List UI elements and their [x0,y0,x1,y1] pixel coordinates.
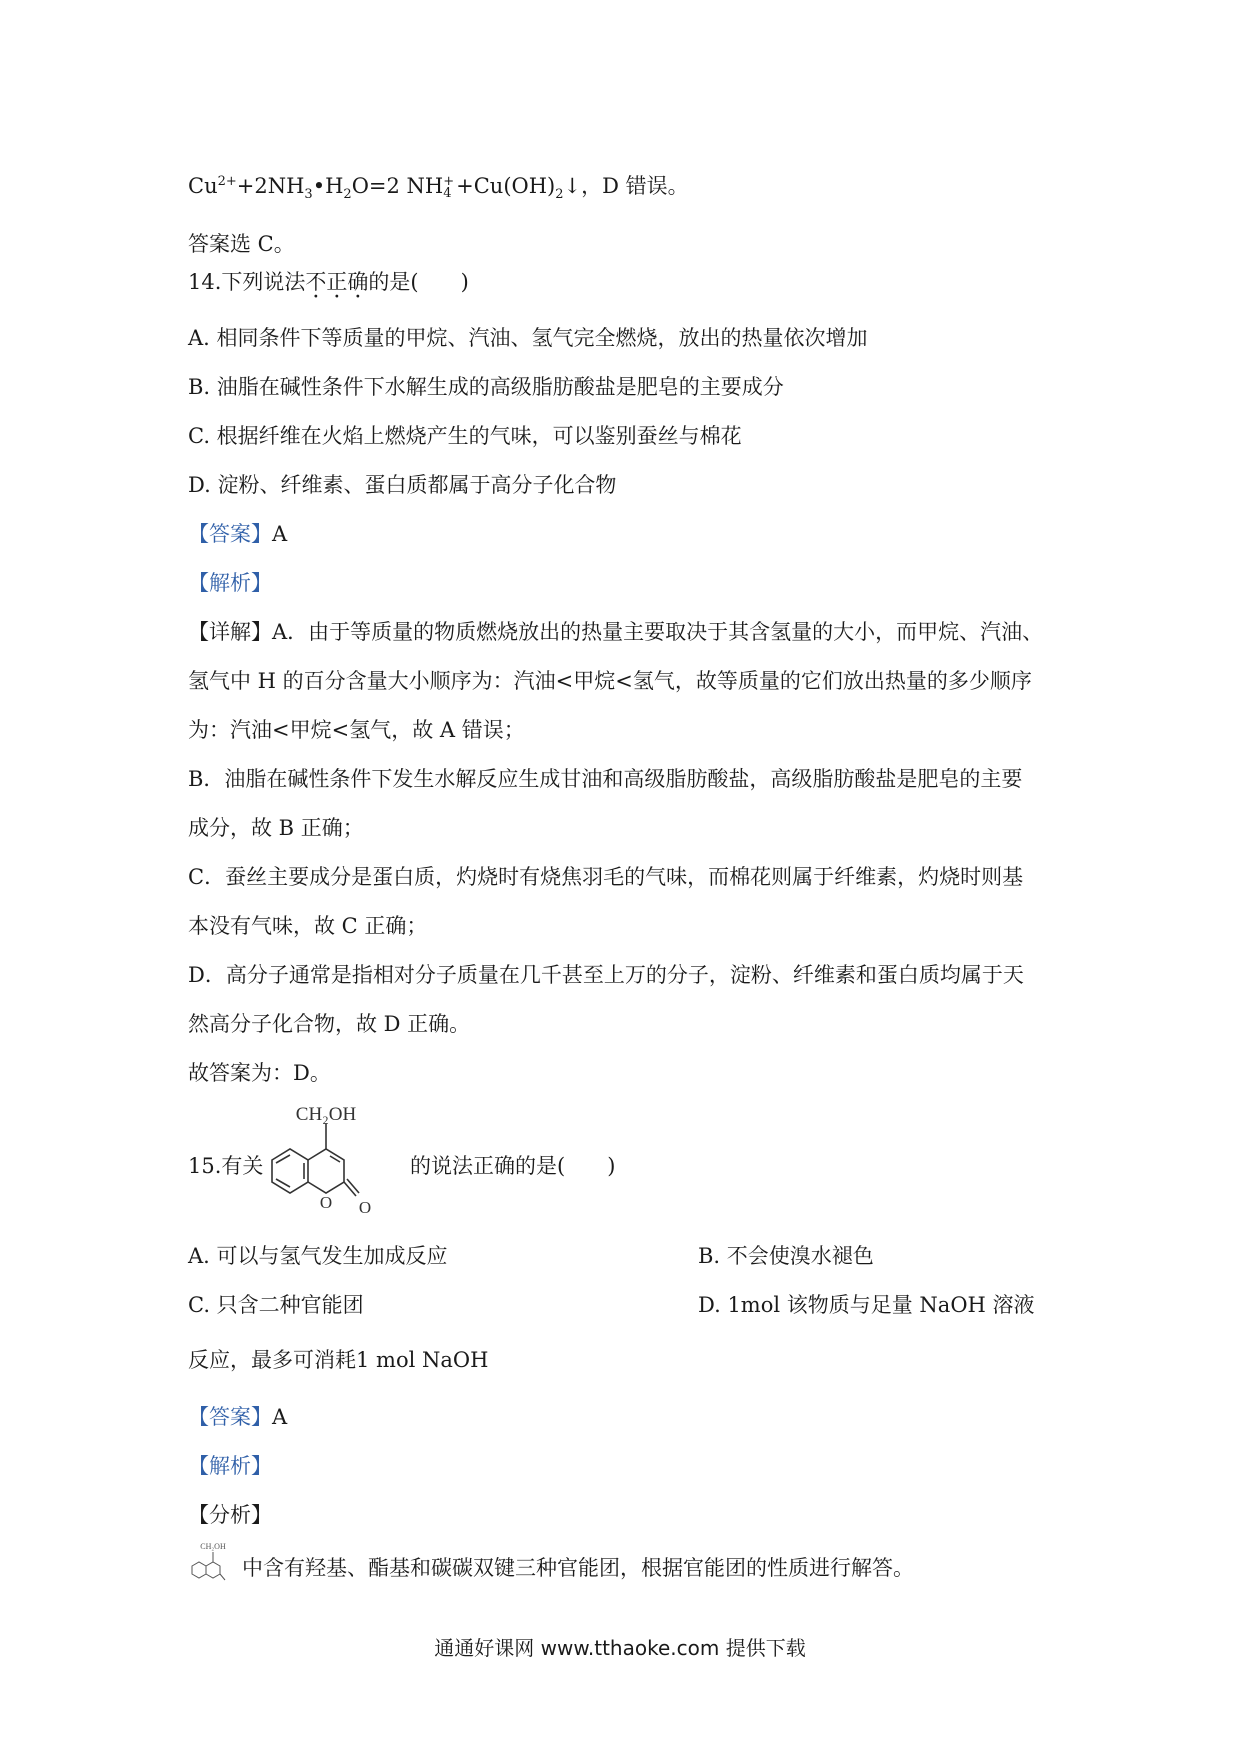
formula-sub: 2 [343,187,352,203]
formula-sub: 3 [304,187,313,203]
q14-detail-9: 然高分子化合物，故 D 正确。 [188,1012,471,1036]
detail-text: A．由于等质量的物质燃烧放出的热量主要取决于其含氢量的大小，而甲烷、汽油、 [272,620,1044,644]
q14-option-b: B. 油脂在碱性条件下水解生成的高级脂肪酸盐是肥皂的主要成分 [188,375,784,399]
q14-stem [188,268,469,296]
q15-analyze-tag: 【分析】 [188,1503,272,1527]
q14-detail-5: 成分，故 B 正确； [188,816,364,840]
formula-text: Cu [188,174,218,198]
ch2oh-label: CH₂OH [295,1104,357,1125]
formula-text: +Cu(OH) [456,174,556,198]
q14-detail-3: 为：汽油<甲烷<氢气，故 A 错误； [188,718,525,742]
formula-sub: 2 [555,187,564,203]
q14-detail-1 [188,618,1043,646]
q14-conclusion: 故答案为：D。 [188,1061,331,1085]
emphasis-char: 确 [347,270,369,294]
answer-tag: 【答案】 [188,1405,272,1429]
q15-prefix: 15.有关 [188,1154,264,1178]
ring-o-label: O [319,1193,333,1212]
q14-option-d: D. 淀粉、纤维素、蛋白质都属于高分子化合物 [188,473,617,497]
q14-detail-2: 氢气中 H 的百分含量大小顺序为：汽油<甲烷<氢气，故等质量的它们放出热量的多少顺序 [188,669,1032,693]
lactone-ring [308,1149,344,1193]
q15-option-d: D. 1mol 该物质与足量 NaOH 溶液 [698,1293,1035,1317]
q15-option-c: C. 只含二种官能团 [188,1293,364,1317]
detail-tag: 【详解】 [188,620,272,644]
answer-value: A [272,1405,288,1429]
formula-sup: 2+ [217,174,237,189]
answer-tag: 【答案】 [188,522,272,546]
q14-detail-4: B．油脂在碱性条件下发生水解反应生成甘油和高级脂肪酸盐，高级脂肪酸盐是肥皂的主要 [188,767,1023,791]
q14-detail-7: 本没有气味，故 C 正确； [188,914,428,938]
formula-text: +2NH [236,174,305,198]
q15-option-b: B. 不会使溴水褪色 [698,1244,874,1268]
q15-analysis-tag: 【解析】 [188,1454,272,1478]
small-coumarin-structure [188,1540,242,1590]
q15-suffix: 的说法正确的是( ) [410,1154,616,1178]
prev-answer: 答案选 C。 [188,232,295,256]
q14-detail-6: C．蚕丝主要成分是蛋白质，灼烧时有烧焦羽毛的气味，而棉花则属于纤维素，灼烧时则基 [188,865,1024,889]
q14-detail-8: D．高分子通常是指相对分子质量在几千甚至上万的分子，淀粉、纤维素和蛋白质均属于天 [188,963,1024,987]
formula-sub: 4 [443,185,452,201]
coumarin-structure [262,1100,412,1222]
answer-value: A [272,522,288,546]
formula-text: •H [312,174,344,198]
q15-option-d-cont: 反应，最多可消耗1 mol NaOH [188,1348,489,1372]
q15-analyze-text: 中含有羟基、酯基和碳碳双键三种官能团，根据官能团的性质进行解答。 [242,1556,914,1580]
q14-option-c: C. 根据纤维在火焰上燃烧产生的气味，可以鉴别蚕丝与棉花 [188,424,742,448]
q15-answer [188,1403,287,1431]
q15-option-a: A. 可以与氢气发生加成反应 [188,1244,448,1268]
formula-text: ↓，D 错误。 [563,174,689,198]
formula-text: O=2 NH [351,174,444,198]
q14-analysis-tag: 【解析】 [188,571,272,595]
q14-suffix: 的是( ) [368,270,469,294]
formula-sup: + [443,173,455,189]
formula-line [188,168,689,209]
small-ch2oh-label: CH₂OH [200,1542,226,1551]
q14-option-a: A. 相同条件下等质量的甲烷、汽油、氢气完全燃烧，放出的热量依次增加 [188,326,868,350]
q14-answer [188,520,287,548]
emphasis-char: 不 [305,270,327,294]
q14-prefix: 14.下列说法 [188,270,306,294]
carbonyl-o-label: O [358,1198,372,1217]
footer-credit: 通通好课网 www.tthaoke.com 提供下载 [434,1636,806,1660]
emphasis-char: 正 [326,270,348,294]
